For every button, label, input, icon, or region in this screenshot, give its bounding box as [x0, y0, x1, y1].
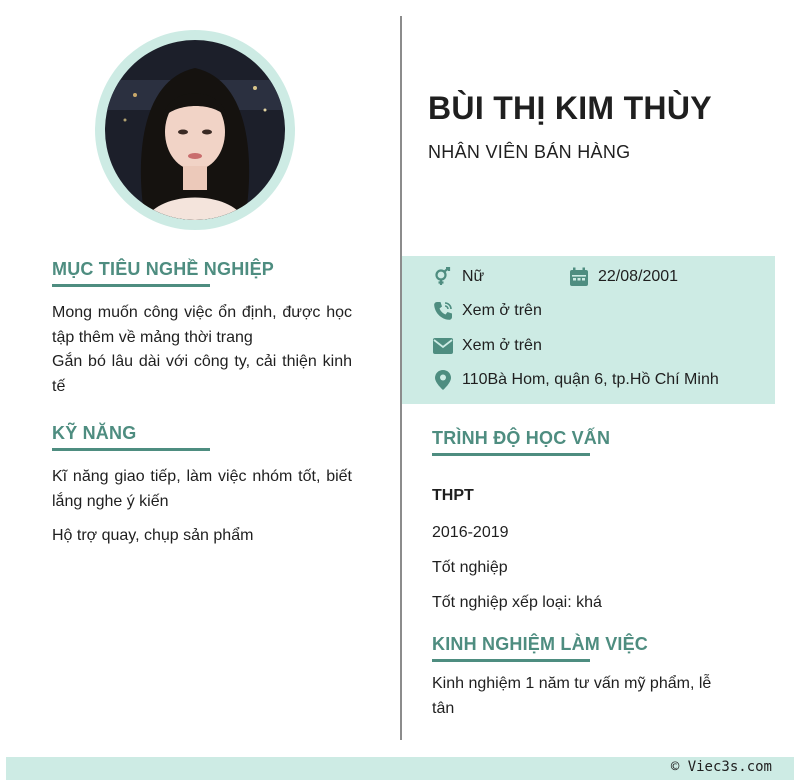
- experience-text: Kinh nghiệm 1 năm tư vấn mỹ phẩm, lễ tân: [432, 675, 712, 717]
- birthday-row: [568, 266, 678, 288]
- copyright-text: © Viec3s.com: [670, 759, 772, 775]
- gender-icon: [432, 266, 454, 288]
- objective-line: Mong muốn công việc ổn định, được học tập thêm về mảng thời trang: [52, 304, 352, 346]
- address-value: 110Bà Hom, quận 6, tp.Hồ Chí Minh: [462, 371, 719, 388]
- phone-value: Xem ở trên: [462, 302, 542, 319]
- skills-underline: [52, 448, 210, 451]
- education-period: 2016-2019: [432, 524, 509, 541]
- email-value: Xem ở trên: [462, 337, 542, 354]
- education-title: TRÌNH ĐỘ HỌC VẤN: [432, 428, 611, 448]
- calendar-icon: [568, 266, 590, 288]
- experience-underline: [432, 659, 590, 662]
- skill-item: Hộ trợ quay, chụp sản phẩm: [52, 527, 254, 544]
- phone-icon: [432, 300, 454, 322]
- gender-value: Nữ: [462, 268, 485, 285]
- avatar-frame: [95, 30, 295, 230]
- education-status: Tốt nghiệp: [432, 559, 508, 576]
- contact-box: [402, 256, 775, 404]
- email-icon: [432, 335, 454, 357]
- experience-title: KINH NGHIỆM LÀM VIỆC: [432, 634, 649, 654]
- skill-item: Kĩ năng giao tiếp, làm việc nhóm tốt, biết lắng nghe ý kiến: [52, 468, 352, 510]
- footer-bar: [6, 757, 794, 780]
- education-school: THPT: [432, 487, 474, 504]
- objective-underline: [52, 284, 210, 287]
- gender-row: [432, 266, 484, 288]
- phone-row: [432, 300, 542, 322]
- email-row: [432, 335, 542, 357]
- education-underline: [432, 453, 590, 456]
- education-detail: Tốt nghiệp xếp loại: khá: [432, 594, 602, 611]
- objective-title: MỤC TIÊU NGHỀ NGHIỆP: [52, 259, 275, 279]
- objective-line: Gắn bó lâu dài với công ty, cải thiện kinh tế: [52, 353, 352, 395]
- birthday-value: 22/08/2001: [598, 268, 679, 285]
- skills-title: KỸ NĂNG: [52, 423, 137, 443]
- location-icon: [432, 369, 454, 391]
- job-title: NHÂN VIÊN BÁN HÀNG: [428, 142, 631, 162]
- address-row: [432, 369, 719, 391]
- candidate-name: BÙI THỊ KIM THÙY: [428, 90, 712, 126]
- avatar: [105, 40, 285, 220]
